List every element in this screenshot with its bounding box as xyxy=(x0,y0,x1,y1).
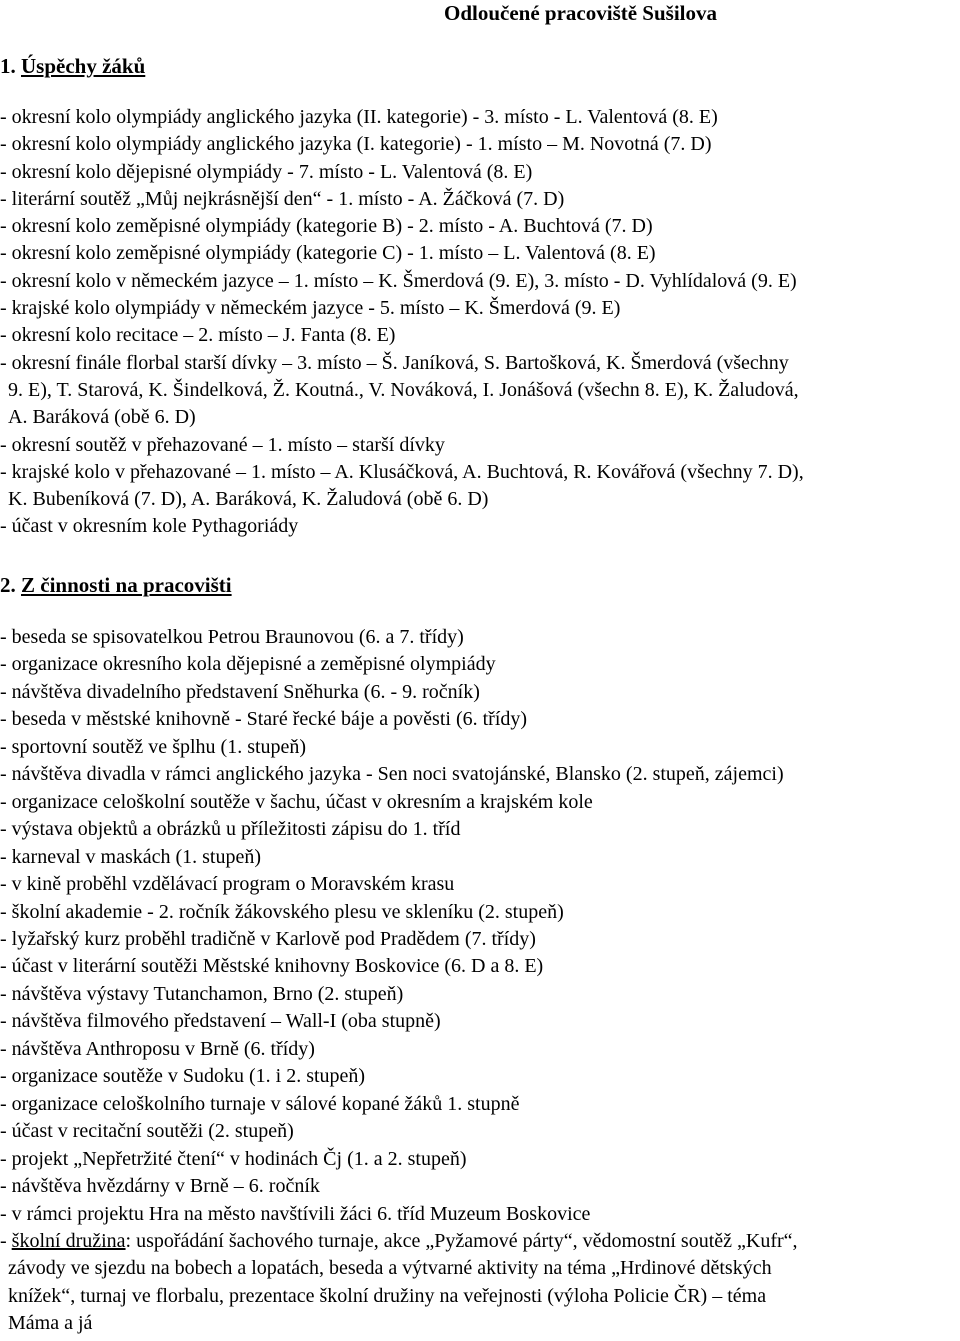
list-item: - organizace celoškolního turnaje v sálové kopané žáků 1. stupně xyxy=(0,1092,520,1115)
skolni-druzina-text-1: : uspořádání šachového turnaje, akce „Pyžamové párty“, vědomostní soutěž „Kufr“, xyxy=(125,1229,798,1252)
section2-heading xyxy=(0,572,232,598)
list-item-continuation: K. Bubeníková (7. D), A. Baráková, K. Žaludová (obě 6. D) xyxy=(8,488,489,511)
section1-heading xyxy=(0,53,145,79)
list-item: - v rámci projektu Hra na město navštívili žáci 6. tříd Muzeum Boskovice xyxy=(0,1202,591,1225)
skolni-druzina-label: školní družina xyxy=(11,1229,126,1252)
list-item: - návštěva filmového představení – Wall-I (oba stupně) xyxy=(0,1010,441,1033)
list-item: - projekt „Nepřetržité čtení“ v hodinách Čj (1. a 2. stupeň) xyxy=(0,1147,467,1170)
list-item: - krajské kolo olympiády v německém jazyce - 5. místo – K. Šmerdová (9. E) xyxy=(0,297,621,320)
skolni-druzina-text-3: knížek“, turnaj ve florbalu, prezentace školní družiny na veřejnosti (výloha Policie ČR) – téma xyxy=(8,1284,767,1307)
list-item: - účast v recitační soutěži (2. stupeň) xyxy=(0,1120,294,1143)
list-item: - okresní kolo dějepisné olympiády - 7. místo - L. Valentová (8. E) xyxy=(0,160,533,183)
list-item-continuation: 9. E), T. Starová, K. Šindelková, Ž. Koutná., V. Nováková, I. Jonášová (všechn 8. E), K. Žaludová, xyxy=(8,378,799,401)
list-item: - krajské kolo v přehazované – 1. místo – A. Klusáčková, A. Buchtová, R. Kovářová (všechny 7. D), xyxy=(0,460,804,483)
list-item: - okresní kolo olympiády anglického jazyka (II. kategorie) - 3. místo - L. Valentová (8. E) xyxy=(0,106,718,128)
list-item: - v kině proběhl vzdělávací program o Moravském krasu xyxy=(0,873,455,896)
list-item: - účast v okresním kole Pythagoriády xyxy=(0,515,299,538)
list-item: - okresní kolo recitace – 2. místo – J. Fanta (8. E) xyxy=(0,324,396,347)
section2-number: 2. xyxy=(0,573,16,597)
list-item: - návštěva Anthroposu v Brně (6. třídy) xyxy=(0,1037,315,1060)
list-item: - výstava objektů a obrázků u příležitosti zápisu do 1. tříd xyxy=(0,818,461,841)
section1-list xyxy=(0,104,958,541)
section2-list xyxy=(0,624,958,1338)
list-item: - návštěva výstavy Tutanchamon, Brno (2. stupeň) xyxy=(0,982,404,1005)
dash: - xyxy=(0,1229,12,1252)
section1-title: Úspěchy žáků xyxy=(21,54,146,78)
list-item-skolni-druzina xyxy=(0,1228,958,1338)
list-item: - návštěva divadla v rámci anglického jazyka - Sen noci svatojánské, Blansko (2. stupeň, zájemci) xyxy=(0,763,784,786)
list-item: - beseda se spisovatelkou Petrou Braunovou (6. a 7. třídy) xyxy=(0,626,464,648)
page-title: Odloučené pracoviště Sušilova xyxy=(444,1,718,25)
list-item: - organizace okresního kola dějepisné a zeměpisné olympiády xyxy=(0,653,496,676)
skolni-druzina-text-4: Máma a já xyxy=(8,1312,93,1335)
list-item: - organizace soutěže v Sudoku (1. i 2. stupeň) xyxy=(0,1065,366,1088)
list-item: - účast v literární soutěži Městské knihovny Boskovice (6. D a 8. E) xyxy=(0,955,544,978)
list-item: - návštěva divadelního představení Sněhurka (6. - 9. ročník) xyxy=(0,680,480,703)
list-item: - literární soutěž „Můj nejkrásnější den“ - 1. místo - A. Žáčková (7. D) xyxy=(0,187,565,210)
list-item: - okresní kolo olympiády anglického jazyka (I. kategorie) - 1. místo – M. Novotná (7. D) xyxy=(0,133,712,156)
list-item: - sportovní soutěž ve šplhu (1. stupeň) xyxy=(0,735,307,758)
list-item: - návštěva hvězdárny v Brně – 6. ročník xyxy=(0,1175,320,1198)
skolni-druzina-text-2: závody ve sjezdu na bobech a lopatách, beseda a výtvarné aktivity na téma „Hrdinové dětských xyxy=(8,1257,772,1280)
list-item: - okresní kolo zeměpisné olympiády (kategorie B) - 2. místo - A. Buchtová (7. D) xyxy=(0,215,653,238)
list-item: - okresní finále florbal starší dívky – 3. místo – Š. Janíková, S. Bartošková, K. Šmerdová (všechny xyxy=(0,351,789,374)
section2-title: Z činnosti na pracovišti xyxy=(21,573,232,597)
list-item: - školní akademie - 2. ročník žákovského plesu ve skleníku (2. stupeň) xyxy=(0,900,564,923)
section1-number: 1. xyxy=(0,54,16,78)
list-item: - okresní soutěž v přehazované – 1. místo – starší dívky xyxy=(0,433,445,456)
list-item: - lyžařský kurz proběhl tradičně v Karlově pod Pradědem (7. třídy) xyxy=(0,927,536,950)
list-item-continuation: A. Baráková (obě 6. D) xyxy=(8,406,196,429)
list-item: - okresní kolo v německém jazyce – 1. místo – K. Šmerdová (9. E), 3. místo - D. Vyhlídalová (9. E) xyxy=(0,269,797,292)
list-item: - beseda v městské knihovně - Staré řecké báje a pověsti (6. třídy) xyxy=(0,708,528,731)
list-item: - okresní kolo zeměpisné olympiády (kategorie C) - 1. místo – L. Valentová (8. E) xyxy=(0,242,656,265)
list-item: - karneval v maskách (1. stupeň) xyxy=(0,845,262,868)
list-item: - organizace celoškolní soutěže v šachu, účast v okresním a krajském kole xyxy=(0,790,593,813)
